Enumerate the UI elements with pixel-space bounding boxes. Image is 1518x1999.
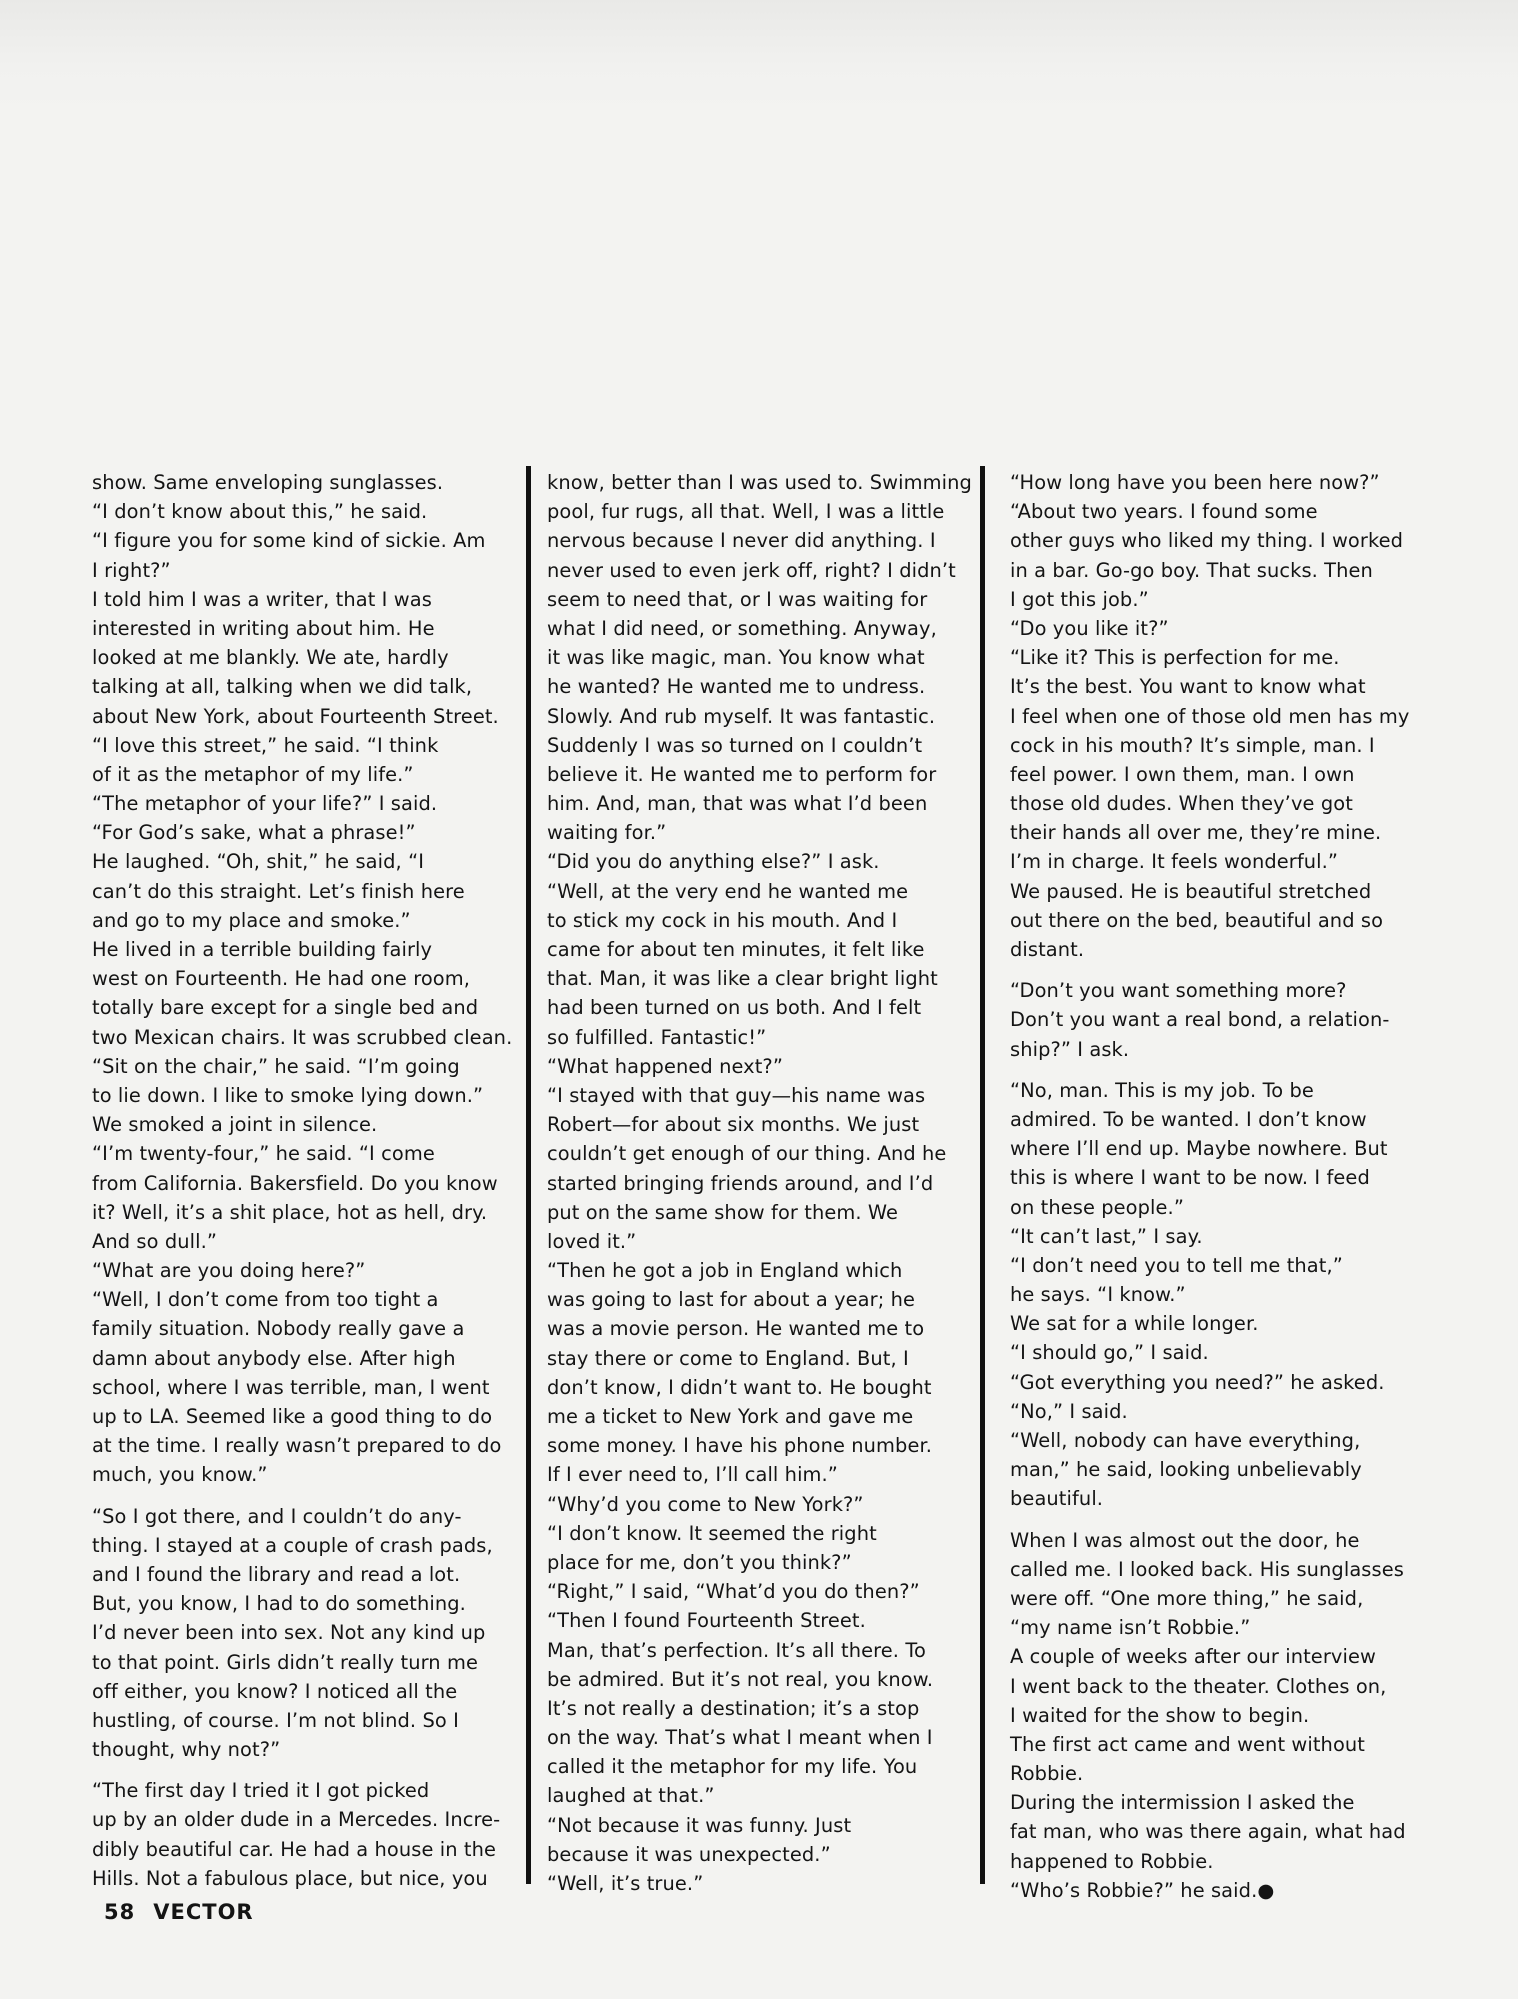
text-line: “No, man. This is my job. To be [1010, 1078, 1314, 1102]
text-line: I told him I was a writer, that I was [92, 587, 432, 611]
text-line: it was like magic, man. You know what [547, 646, 925, 670]
text-line: other guys who liked my thing. I worked [1010, 529, 1404, 553]
text-line: “No,” I said. [1010, 1399, 1128, 1423]
text-line: those old dudes. When they’ve got [1010, 792, 1353, 816]
text-line: During the intermission I asked the [1010, 1791, 1355, 1815]
text-line: “Well, at the very end he wanted me [547, 879, 909, 903]
text-line: talking at all, talking when we did talk, [92, 675, 473, 699]
text-line: “I’m twenty-four,” he said. “I come [92, 1142, 435, 1166]
text-line: damn about anybody else. After high [92, 1346, 456, 1370]
text-line: “Did you do anything else?” I ask. [547, 850, 880, 874]
text-line: laughed at that.” [547, 1784, 715, 1808]
text-line: that. Man, it was like a clear bright light [547, 967, 938, 991]
text-line: “I don’t know about this,” he said. [92, 500, 428, 524]
text-line: to lie down. I like to smoke lying down.” [92, 1083, 484, 1107]
text-line: this is where I want to be now. I feed [1010, 1166, 1370, 1190]
text-line: ship?” I ask. [1010, 1037, 1130, 1061]
text-line: show. Same enveloping sunglasses. [92, 471, 444, 494]
text-line: Don’t you want a real bond, a relation- [1010, 1008, 1390, 1032]
text-line: nervous because I never did anything. I [547, 529, 936, 553]
text-line: “For God’s sake, what a phrase!” [92, 821, 416, 845]
text-line: had been turned on us both. And I felt [547, 996, 922, 1020]
text-line: “Do you like it?” [1010, 616, 1169, 640]
page-footer [104, 1900, 272, 1924]
text-line: If I ever need to, I’ll call him.” [547, 1463, 838, 1487]
text-line: on the way. That’s what I meant when I [547, 1726, 933, 1750]
text-line: But, you know, I had to do something. [92, 1592, 466, 1616]
text-line: much, you know.” [92, 1463, 268, 1487]
text-line: I right?” [92, 558, 171, 582]
text-line: stay there or come to England. But, I [547, 1346, 909, 1370]
text-line: at the time. I really wasn’t prepared to do [92, 1434, 502, 1458]
text-line: He lived in a terrible building fairly [92, 938, 433, 961]
text-column-2 [547, 468, 972, 1898]
text-line: thing. I stayed at a couple of crash pads, [92, 1533, 493, 1557]
paragraph-gap [92, 1764, 517, 1776]
text-line: were off. “One more thing,” he said, [1010, 1586, 1364, 1610]
text-line: some money. I have his phone number. [547, 1434, 933, 1458]
paragraph-gap [1010, 964, 1435, 976]
text-line: “Then he got a job in England which [547, 1259, 903, 1283]
text-line: I feel when one of those old men has my [1010, 704, 1410, 728]
text-line: put on the same show for them. We [547, 1200, 899, 1224]
text-line: distant. [1010, 938, 1085, 961]
magazine-name: VECTOR [153, 1900, 254, 1924]
text-line: “It can’t last,” I say. [1010, 1224, 1203, 1248]
text-line: “Got everything you need?” he asked. [1010, 1370, 1385, 1394]
text-line: pool, fur rugs, all that. Well, I was a little [547, 500, 945, 524]
text-line: “Who’s Robbie?” he said.● [1010, 1878, 1275, 1902]
text-line: up to LA. Seemed like a good thing to do [92, 1405, 493, 1428]
text-line: feel power. I own them, man. I own [1010, 762, 1355, 786]
text-line: interested in writing about him. He [92, 616, 435, 640]
text-line: “I don’t need you to tell me that,” [1010, 1253, 1343, 1277]
text-line: school, where I was terrible, man, I went [92, 1375, 490, 1399]
text-line: “I stayed with that guy—his name was [547, 1083, 926, 1107]
text-line: And so dull.” [92, 1229, 218, 1253]
text-line: never used to even jerk off, right? I didn’t [547, 558, 956, 582]
text-line: in a bar. Go-go boy. That sucks. Then [1010, 558, 1373, 582]
text-line: “Why’d you come to New York?” [547, 1492, 864, 1516]
column-rule-left [526, 466, 531, 1884]
text-line: so fulfilled. Fantastic!” [547, 1025, 767, 1049]
text-line: “I don’t know. It seemed the right [547, 1521, 877, 1545]
text-line: couldn’t get enough of our thing. And he [547, 1142, 947, 1166]
text-line: don’t know, I didn’t want to. He bought [547, 1375, 932, 1399]
text-line: believe it. He wanted me to perform for [547, 762, 937, 786]
text-line: him. And, man, that was what I’d been [547, 792, 928, 816]
text-line: Robert—for about six months. We just [547, 1113, 920, 1137]
text-line: “Like it? This is perfection for me. [1010, 646, 1340, 670]
text-line: beautiful. [1010, 1487, 1104, 1511]
text-line: called me. I looked back. His sunglasses [1010, 1557, 1404, 1581]
text-line: “I love this street,” he said. “I think [92, 733, 439, 757]
text-line: The first act came and went without [1010, 1732, 1366, 1756]
text-line: When I was almost out the door, he [1010, 1528, 1360, 1552]
text-line: fat man, who was there again, what had [1010, 1820, 1406, 1844]
text-line: “What happened next?” [547, 1054, 783, 1078]
text-line: came for about ten minutes, it felt like [547, 938, 925, 961]
column-rule-right [980, 466, 985, 1884]
text-line: Robbie. [1010, 1762, 1084, 1786]
text-line: loved it.” [547, 1229, 637, 1253]
text-line: from California. Bakersfield. Do you know [92, 1171, 498, 1195]
text-line: “Then I found Fourteenth Street. [547, 1609, 866, 1633]
text-line: dibly beautiful car. He had a house in the [92, 1837, 497, 1861]
text-line: be admired. But it’s not real, you know. [547, 1667, 934, 1691]
paragraph-gap [92, 1490, 517, 1502]
text-line: Man, that’s perfection. It’s all there. To [547, 1638, 926, 1662]
text-column-1 [92, 468, 517, 1893]
text-line: hustling, of course. I’m not blind. So I [92, 1708, 459, 1732]
text-line: family situation. Nobody really gave a [92, 1317, 465, 1341]
text-line: off either, you know? I noticed all the [92, 1679, 458, 1703]
text-line: of it as the metaphor of my life.” [92, 762, 414, 786]
text-line: looked at me blankly. We ate, hardly [92, 646, 449, 670]
text-line: up by an older dude in a Mercedes. Incre- [92, 1808, 501, 1832]
text-line: man,” he said, looking unbelievably [1010, 1458, 1362, 1482]
text-line: happened to Robbie. [1010, 1849, 1214, 1873]
text-line: A couple of weeks after our interview [1010, 1645, 1376, 1669]
text-line: me a ticket to New York and gave me [547, 1405, 914, 1428]
text-line: was a movie person. He wanted me to [547, 1317, 925, 1341]
text-line: “Don’t you want something more? [1010, 979, 1347, 1003]
text-line: We paused. He is beautiful stretched [1010, 879, 1372, 903]
text-line: know, better than I was used to. Swimming [547, 471, 972, 494]
text-line: “Well, I don’t come from too tight a [92, 1288, 439, 1312]
text-line: he says. “I know.” [1010, 1283, 1186, 1307]
text-line: west on Fourteenth. He had one room, [92, 967, 471, 991]
text-line: Suddenly I was so turned on I couldn’t [547, 733, 923, 757]
text-line: “Right,” I said, “What’d you do then?” [547, 1580, 920, 1604]
paragraph-gap [1010, 1514, 1435, 1526]
text-line: I went back to the theater. Clothes on, [1010, 1674, 1387, 1698]
paragraph-gap [1010, 1064, 1435, 1076]
text-line: “The first day I tried it I got picked [92, 1779, 430, 1803]
text-line: I’d never been into sex. Not any kind up [92, 1621, 486, 1645]
text-line: “I figure you for some kind of sickie. Am [92, 529, 486, 553]
text-line: “How long have you been here now?” [1010, 471, 1380, 494]
text-line: started bringing friends around, and I’d [547, 1171, 934, 1195]
text-line: about New York, about Fourteenth Street. [92, 704, 499, 728]
text-line: seem to need that, or I was waiting for [547, 587, 928, 611]
text-line: where I’ll end up. Maybe nowhere. But [1010, 1137, 1388, 1161]
text-line: “I should go,” I said. [1010, 1341, 1209, 1365]
text-line: called it the metaphor for my life. You [547, 1755, 918, 1779]
text-line: can’t do this straight. Let’s finish here [92, 879, 465, 903]
text-line: It’s not really a destination; it’s a stop [547, 1696, 920, 1720]
text-line: We smoked a joint in silence. [92, 1113, 378, 1137]
text-line: “What are you doing here?” [92, 1259, 366, 1283]
text-line: two Mexican chairs. It was scrubbed clean. [92, 1025, 513, 1049]
text-line: I waited for the show to begin. [1010, 1703, 1310, 1727]
text-line: We sat for a while longer. [1010, 1312, 1259, 1336]
text-line: to that point. Girls didn’t really turn me [92, 1650, 478, 1674]
text-line: and go to my place and smoke.” [92, 908, 411, 932]
text-line: it? Well, it’s a shit place, hot as hell, dry. [92, 1200, 488, 1224]
text-line: Hills. Not a fabulous place, but nice, you [92, 1866, 488, 1890]
text-line: their hands all over me, they’re mine. [1010, 821, 1382, 845]
text-line: out there on the bed, beautiful and so [1010, 908, 1384, 932]
text-line: I got this job.” [1010, 587, 1149, 611]
text-line: cock in his mouth? It’s simple, man. I [1010, 733, 1375, 757]
text-line: I’m in charge. It feels wonderful.” [1010, 850, 1339, 874]
text-line: Slowly. And rub myself. It was fantastic. [547, 704, 936, 728]
text-line: “my name isn’t Robbie.” [1010, 1616, 1251, 1640]
scan-header-noise [0, 0, 1518, 110]
text-line: because it was unexpected.” [547, 1842, 831, 1866]
text-line: He laughed. “Oh, shit,” he said, “I [92, 850, 425, 874]
text-line: waiting for.” [547, 821, 667, 845]
text-line: place for me, don’t you think?” [547, 1550, 852, 1574]
text-line: “The metaphor of your life?” I said. [92, 792, 438, 816]
page-number: 58 [104, 1900, 136, 1924]
text-line: “Not because it was funny. Just [547, 1813, 852, 1837]
text-line: “Well, nobody can have everything, [1010, 1429, 1361, 1452]
text-line: what I did need, or something. Anyway, [547, 616, 937, 640]
text-line: on these people.” [1010, 1195, 1184, 1219]
text-line: “Well, it’s true.” [547, 1872, 704, 1895]
text-line: and I found the library and read a lot. [92, 1562, 461, 1586]
text-line: totally bare except for a single bed and [92, 996, 479, 1020]
text-line: It’s the best. You want to know what [1010, 675, 1366, 699]
text-line: admired. To be wanted. I don’t know [1010, 1107, 1367, 1131]
text-column-3 [1010, 468, 1435, 1905]
text-line: he wanted? He wanted me to undress. [547, 675, 926, 699]
text-line: was going to last for about a year; he [547, 1288, 916, 1312]
text-line: thought, why not?” [92, 1738, 281, 1762]
text-line: “So I got there, and I couldn’t do any- [92, 1504, 462, 1528]
text-line: to stick my cock in his mouth. And I [547, 908, 898, 932]
text-line: “Sit on the chair,” he said. “I’m going [92, 1054, 460, 1078]
text-line: “About two years. I found some [1010, 500, 1318, 524]
